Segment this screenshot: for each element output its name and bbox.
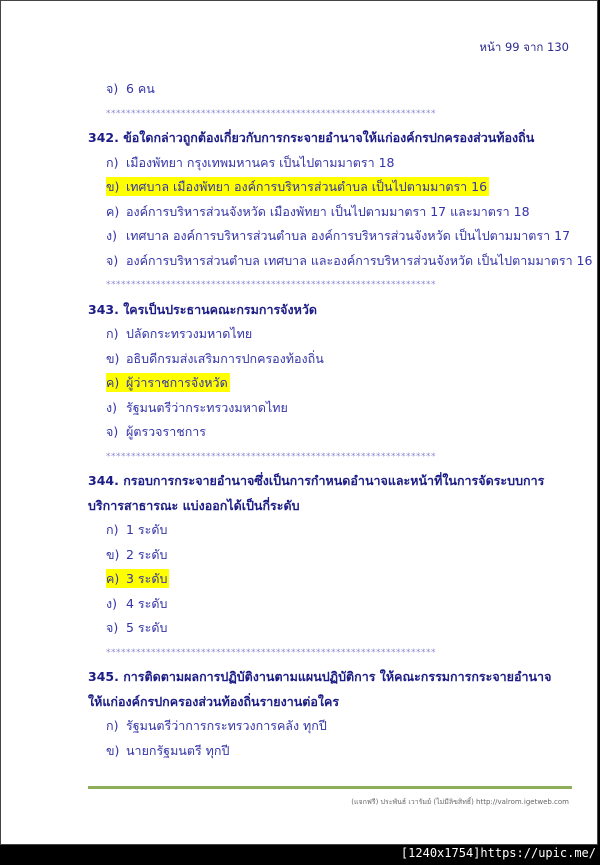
answer-highlight xyxy=(106,177,489,196)
option-label: ง) xyxy=(106,228,117,243)
option-text: องค์การบริหารส่วนจังหวัด เมืองพัทยา เป็นไปตามมาตรา 17 และมาตรา 18 xyxy=(126,203,530,219)
option-text: 6 คน xyxy=(126,81,155,96)
option-item xyxy=(88,420,588,445)
separator: ****************************************************************** xyxy=(106,647,436,658)
option-text: 1 ระดับ xyxy=(126,522,168,537)
option-label: ค) xyxy=(106,571,120,586)
option-label: ก) xyxy=(106,718,119,733)
option-label: จ) xyxy=(106,81,119,96)
option-item xyxy=(88,347,588,372)
option-item xyxy=(88,224,588,249)
option-item xyxy=(88,151,588,176)
question-text: 342. ข้อใดกล่าวถูกต้องเกี่ยวกับการกระจายอำนาจให้แก่องค์กรปกครองส่วนท้องถิ่น xyxy=(88,130,535,145)
option-text: เมืองพัทยา กรุงเทพมหานคร เป็นไปตามมาตรา 18 xyxy=(126,154,395,170)
option-text: ปลัดกระทรวงมหาดไทย xyxy=(126,326,253,341)
separator: ****************************************************************** xyxy=(106,451,436,462)
option-label: จ) xyxy=(106,252,119,268)
question-text: บริการสาธารณะ แบ่งออกได้เป็นกี่ระดับ xyxy=(88,497,300,513)
option-item xyxy=(88,739,588,764)
document-content xyxy=(88,77,593,763)
option-item xyxy=(88,249,593,274)
option-text: 2 ระดับ xyxy=(126,546,168,562)
option-item xyxy=(88,371,588,396)
option-text: องค์การบริหารส่วนตำบล เทศบาล และองค์การบริหารส่วนจังหวัด เป็นไปตามมาตรา 16 xyxy=(126,252,593,268)
option-text: ผู้ว่าราชการจังหวัด xyxy=(126,375,228,390)
option-item xyxy=(88,396,588,421)
option-item xyxy=(88,567,588,592)
option-label: ค) xyxy=(106,375,120,390)
footer-rule xyxy=(88,786,572,789)
option-text: รัฐมนตรีว่ากระทรวงมหาดไทย xyxy=(126,399,288,415)
option-label: ง) xyxy=(106,399,117,415)
option-label: จ) xyxy=(106,424,119,439)
option-label: ก) xyxy=(106,326,119,341)
option-label: ข) xyxy=(106,546,120,562)
option-label: ข) xyxy=(106,742,120,758)
option-label: ก) xyxy=(106,154,119,170)
question-text: 344. กรอบการกระจายอำนาจซึ่งเป็นการกำหนดอำนาจและหน้าที่ในการจัดระบบการ xyxy=(88,473,545,488)
option-item xyxy=(88,592,588,617)
answer-highlight xyxy=(106,569,169,588)
option-item xyxy=(88,200,588,225)
question-text: 343. ใครเป็นประธานคณะกรมการจังหวัด xyxy=(88,301,317,317)
separator: ****************************************************************** xyxy=(106,280,436,290)
option-item xyxy=(88,175,588,200)
separator: ****************************************************************** xyxy=(106,108,436,119)
watermark-text: [1240x1754]https://upic.me/ xyxy=(400,846,596,860)
option-text: เทศบาล เมืองพัทยา องค์การบริหารส่วนตำบล เป็นไปตามมาตรา 16 xyxy=(126,179,488,194)
option-label: ข) xyxy=(106,179,120,194)
option-label: จ) xyxy=(106,620,119,635)
option-text: อธิบดีกรมส่งเสริมการปกครองท้องถิ่น xyxy=(126,350,324,366)
answer-highlight xyxy=(106,373,230,392)
option-item xyxy=(88,714,588,739)
option-item xyxy=(88,77,588,102)
option-text: เทศบาล องค์การบริหารส่วนตำบล องค์การบริหารส่วนจังหวัด เป็นไปตามมาตรา 17 xyxy=(126,228,571,243)
question-text: ให้แก่องค์กรปกครองส่วนท้องถิ่นรายงานต่อใคร xyxy=(88,693,340,709)
option-item xyxy=(88,616,588,641)
question-text: 345. การติดตามผลการปฏิบัติงานตามแผนปฏิบัติการ ให้คณะกรรมการกระจายอำนาจ xyxy=(88,669,552,684)
option-text: 5 ระดับ xyxy=(126,620,168,635)
option-text: 4 ระดับ xyxy=(126,595,168,611)
option-text: 3 ระดับ xyxy=(126,571,168,586)
option-label: ข) xyxy=(106,350,120,366)
page-number: หน้า 99 จาก 130 xyxy=(479,40,569,54)
option-item xyxy=(88,543,588,568)
option-item xyxy=(88,518,588,543)
option-label: ค) xyxy=(106,203,120,219)
option-text: รัฐมนตรีว่าการกระทรวงการคลัง ทุกปี xyxy=(126,718,327,733)
option-label: ง) xyxy=(106,595,117,611)
option-text: ผู้ตรวจราชการ xyxy=(126,424,207,439)
option-label: ก) xyxy=(106,522,119,537)
footer-credit: (แจกฟรี) ประพันธ์ เวารัมย์ (ไม่มีลิขสิทธิ์) http://valrom.igetweb.com xyxy=(351,798,569,806)
option-item xyxy=(88,322,588,347)
option-text: นายกรัฐมนตรี ทุกปี xyxy=(126,742,230,758)
